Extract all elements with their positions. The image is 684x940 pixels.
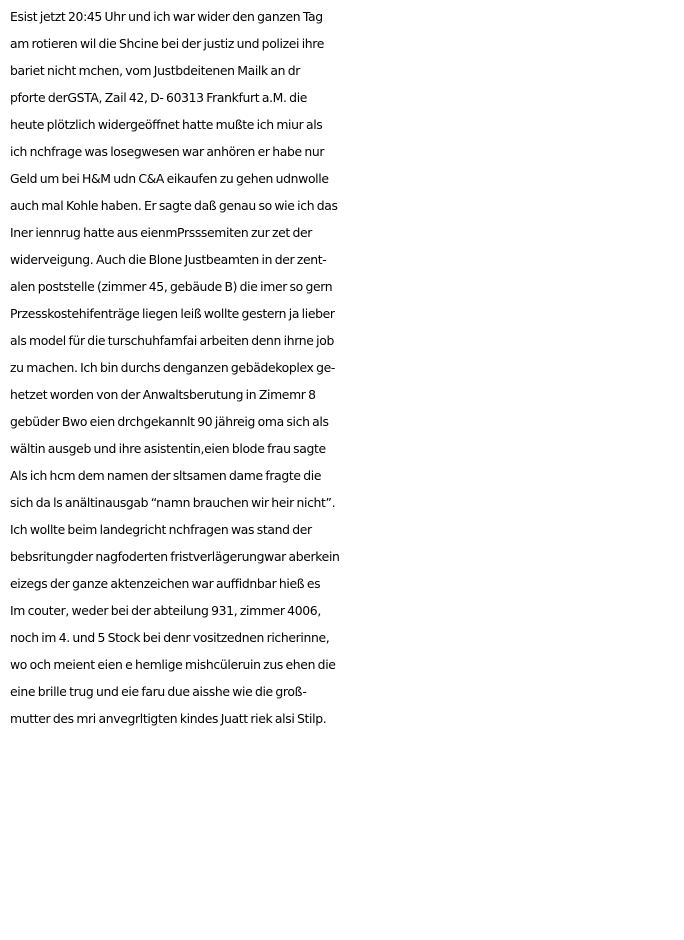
text-line: wo och meient eien e hemlige mishcüleruin zus ehen die xyxy=(10,657,336,672)
text-line: alen poststelle (zimmer 45, gebäude B) die imer so gern xyxy=(10,279,333,294)
text-line: auch mal Kohle haben. Er sagte daß genau so wie ich das xyxy=(10,198,338,213)
text-line: Geld um bei H&M udn C&A eikaufen zu gehen udnwolle xyxy=(10,171,329,186)
text-line: eine brille trug und eie faru due aisshe wie die groß- xyxy=(10,684,307,699)
text-line: Als ich hcm dem namen der sltsamen dame fragte die xyxy=(10,468,322,483)
text-line: eizegs der ganze aktenzeichen war auffidnbar hieß es xyxy=(10,576,321,591)
text-line: gebüder Bwo eien drchgekannlt 90 jähreig oma sich als xyxy=(10,414,329,429)
text-line: bebsritungder nagfoderten fristverlägerungwar aberkein xyxy=(10,549,340,564)
text-line: bariet nicht mchen, vom Justbdeitenen Mailk an dr xyxy=(10,63,301,78)
text-line: widerveigung. Auch die Blone Justbeamten in der zent- xyxy=(10,252,327,267)
text-line: mutter des mri anvegrltigten kindes Juatt riek alsi Stilp. xyxy=(10,711,327,726)
text-line: heute plötzlich widergeöffnet hatte mußte ich miur als xyxy=(10,117,323,132)
text-line: sich da ls anältinausgab “namn brauchen wir heir nicht”. xyxy=(10,495,336,510)
text-line: noch im 4. und 5 Stock bei denr vositzednen richerinne, xyxy=(10,630,330,645)
text-line: zu machen. Ich bin durchs denganzen gebädekoplex ge- xyxy=(10,360,335,375)
text-line: Przesskostehifenträge liegen leiß wollte gestern ja lieber xyxy=(10,306,335,321)
text-line: hetzet worden von der Anwaltsberutung in Zimemr 8 xyxy=(10,387,316,402)
document-page xyxy=(10,3,682,937)
text-line: Esist jetzt 20:45 Uhr und ich war wider den ganzen Tag xyxy=(10,9,323,24)
text-line: wältin ausgeb und ihre asistentin,eien blode frau sagte xyxy=(10,441,326,456)
text-line: Ich wollte beim landegricht nchfragen was stand der xyxy=(10,522,312,537)
text-line: Im couter, weder bei der abteilung 931, zimmer 4006, xyxy=(10,603,321,618)
text-line: als model für die turschuhfamfai arbeiten denn ihrne job xyxy=(10,333,334,348)
document-text xyxy=(10,3,682,732)
text-line: Iner iennrug hatte aus eienmPrsssemiten zur zet der xyxy=(10,225,313,240)
text-line: am rotieren wil die Shcine bei der justiz und polizei ihre xyxy=(10,36,325,51)
text-line: pforte derGSTA, Zail 42, D- 60313 Frankfurt a.M. die xyxy=(10,90,308,105)
text-line: ich nchfrage was losegwesen war anhören er habe nur xyxy=(10,144,325,159)
